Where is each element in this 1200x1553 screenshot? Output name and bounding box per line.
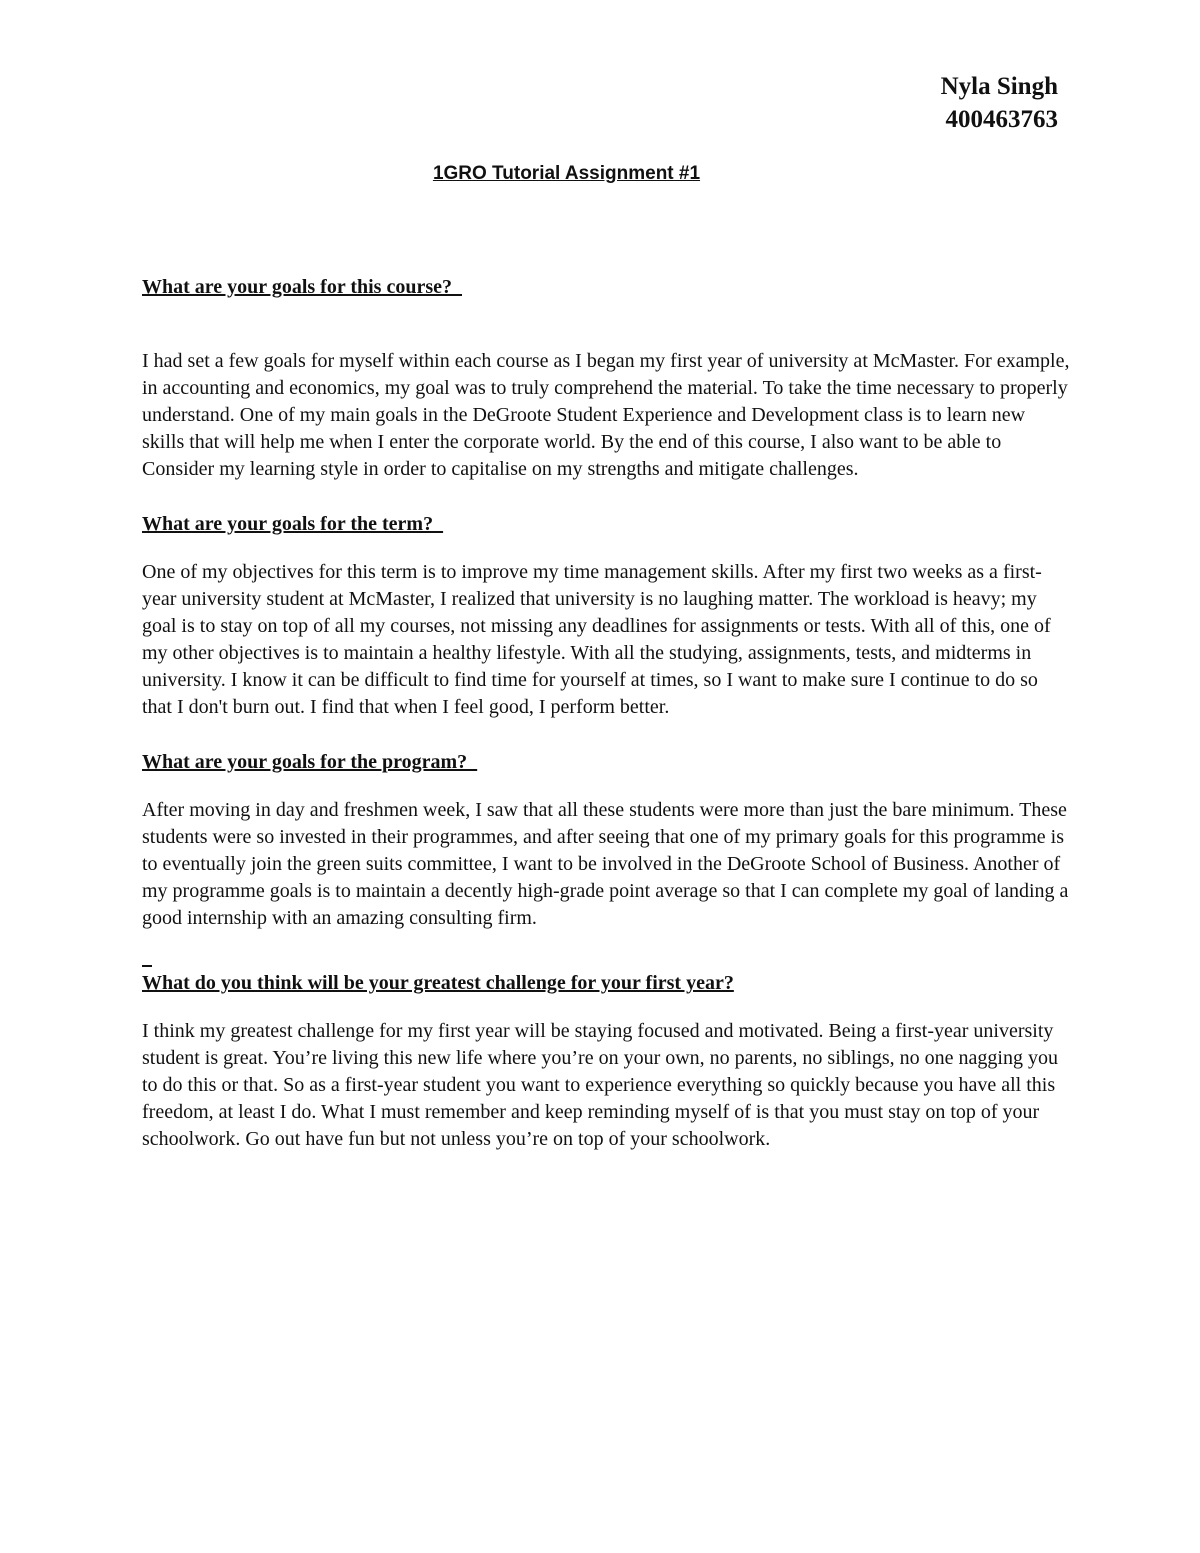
author-block bbox=[941, 70, 1058, 136]
answer-course-goals: I had set a few goals for myself within each course as I began my first year of university at McMaster. For example, in accounting and economics, my goal was to truly comprehend the material. To take the time necessary to properly understand. One of my main goals in the DeGroote Student Experience and Development class is to learn new skills that will help me when I enter the corporate world. By the end of this course, I also want to be able to Consider my learning style in order to capitalise on my strengths and mitigate challenges. bbox=[142, 350, 1070, 480]
author-name: Nyla Singh bbox=[940, 73, 1058, 100]
question-term-goals: What are your goals for the term? bbox=[142, 513, 444, 535]
question-program-goals: What are your goals for the program? bbox=[142, 751, 478, 773]
answer-program-goals: After moving in day and freshmen week, I saw that all these students were more than just the bare minimum. These students were so invested in their programmes, and after seeing that one of my primary goals for this programme is to eventually join the green suits committee, I want to be involved in the DeGroote School of Business. Another of my programme goals is to maintain a decently high-grade point average so that I can complete my goal of landing a good internship with an amazing consulting firm. bbox=[142, 799, 1069, 929]
student-id: 400463763 bbox=[945, 106, 1058, 133]
question-greatest-challenge: What do you think will be your greatest challenge for your first year? bbox=[142, 972, 734, 994]
answer-greatest-challenge: I think my greatest challenge for my first year will be staying focused and motivated. Being a first-year university student is great. You’re living this new life where you’re on your own, no parents, no siblings, no one nagging you to do this or that. So as a first-year student you want to experience everything so quickly because you have all this freedom, at least I do. What I must remember and keep reminding myself of is that you must stay on top of your schoolwork. Go out have fun but not unless you’re on top of your schoolwork. bbox=[142, 1020, 1058, 1150]
document-title: 1GRO Tutorial Assignment #1 bbox=[432, 163, 701, 184]
document-body bbox=[142, 270, 1072, 1153]
stray-underline-mark bbox=[142, 950, 1072, 966]
answer-term-goals: One of my objectives for this term is to improve my time management skills. After my first two weeks as a first-year university student at McMaster, I realized that university is no laughing matter. The workload is heavy; my goal is to stay on top of all my courses, not missing any deadlines for assignments or tests. With all of this, one of my other objectives is to maintain a healthy lifestyle. With all the studying, assignments, tests, and midterms in university. I know it can be difficult to find time for yourself at times, so I want to make sure I continue to do so that I don't burn out. I find that when I feel good, I perform better. bbox=[142, 561, 1051, 718]
question-course-goals: What are your goals for this course? bbox=[142, 276, 462, 298]
